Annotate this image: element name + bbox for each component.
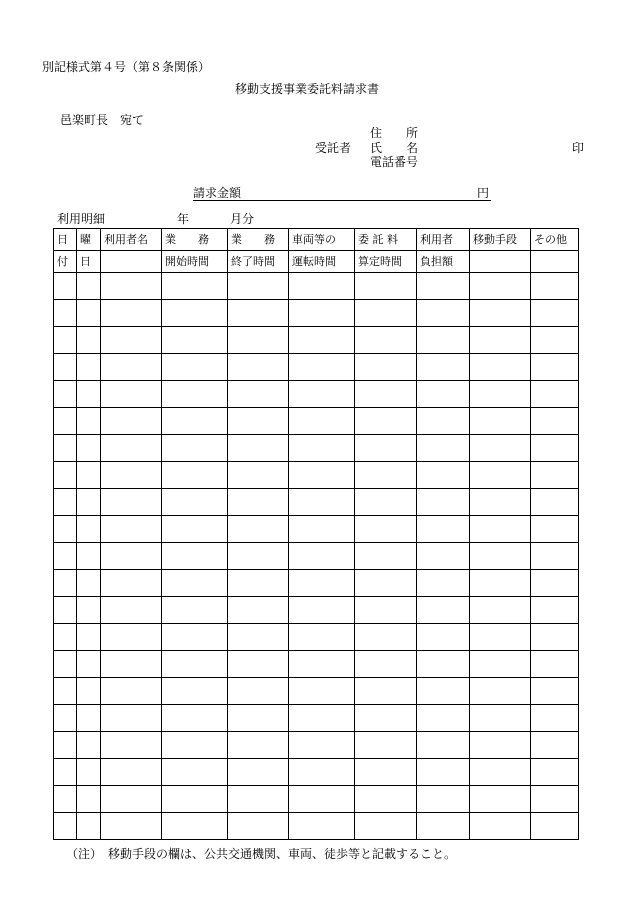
table-cell[interactable]: [417, 327, 470, 354]
table-cell[interactable]: [531, 462, 579, 489]
footnote: （注） 移動手段の欄は、公共交通機関、車両、徒歩等と記載すること。: [66, 847, 457, 861]
table-cell[interactable]: [531, 543, 579, 570]
table-cell[interactable]: [228, 273, 289, 300]
table-cell[interactable]: [77, 543, 101, 570]
table-cell[interactable]: [228, 759, 289, 786]
table-cell[interactable]: [289, 786, 355, 813]
table-cell[interactable]: [101, 570, 162, 597]
table-row: [54, 786, 579, 813]
header-cell: 車両等の: [289, 229, 355, 251]
table-cell[interactable]: [77, 570, 101, 597]
table-cell[interactable]: [54, 435, 77, 462]
table-cell[interactable]: [355, 732, 417, 759]
detail-month: 月分: [230, 212, 255, 226]
table-cell[interactable]: [162, 516, 228, 543]
table-cell[interactable]: [228, 327, 289, 354]
table-cell[interactable]: [531, 435, 579, 462]
header-cell: 終了時間: [228, 251, 289, 273]
table-cell[interactable]: [531, 732, 579, 759]
table-cell[interactable]: [77, 705, 101, 732]
header-cell: 負担額: [417, 251, 470, 273]
table-cell[interactable]: [77, 678, 101, 705]
table-cell[interactable]: [289, 759, 355, 786]
table-cell[interactable]: [228, 381, 289, 408]
table-cell[interactable]: [531, 489, 579, 516]
amount-label: 請求金額: [193, 186, 242, 200]
table-cell[interactable]: [77, 462, 101, 489]
table-row: [54, 813, 579, 840]
table-cell[interactable]: [101, 273, 162, 300]
table-cell[interactable]: [531, 597, 579, 624]
table-row: [54, 732, 579, 759]
table-cell[interactable]: [417, 489, 470, 516]
table-cell[interactable]: [54, 678, 77, 705]
table-cell[interactable]: [77, 732, 101, 759]
table-cell[interactable]: [162, 786, 228, 813]
table-row: [54, 543, 579, 570]
table-cell[interactable]: [101, 516, 162, 543]
table-cell[interactable]: [77, 408, 101, 435]
table-cell[interactable]: [162, 327, 228, 354]
table-cell[interactable]: [54, 705, 77, 732]
table-cell[interactable]: [77, 273, 101, 300]
table-cell[interactable]: [162, 732, 228, 759]
table-cell[interactable]: [531, 813, 579, 840]
table-cell[interactable]: [162, 597, 228, 624]
table-cell[interactable]: [355, 705, 417, 732]
table-row: [54, 273, 579, 300]
table-cell[interactable]: [470, 678, 531, 705]
table-cell[interactable]: [289, 462, 355, 489]
address-label: 住 所: [370, 126, 419, 140]
table-cell[interactable]: [162, 705, 228, 732]
table-cell[interactable]: [470, 570, 531, 597]
header-cell: 利用者: [417, 229, 470, 251]
table-cell[interactable]: [101, 732, 162, 759]
table-cell[interactable]: [470, 273, 531, 300]
table-cell[interactable]: [355, 381, 417, 408]
table-cell[interactable]: [101, 381, 162, 408]
table-cell[interactable]: [54, 732, 77, 759]
table-row: [54, 597, 579, 624]
table-cell[interactable]: [162, 813, 228, 840]
table-cell[interactable]: [228, 570, 289, 597]
table-cell[interactable]: [77, 759, 101, 786]
form-reference: 別記様式第４号（第８条関係）: [42, 60, 211, 74]
table-cell[interactable]: [162, 435, 228, 462]
table-cell[interactable]: [54, 543, 77, 570]
table-cell[interactable]: [355, 516, 417, 543]
header-cell: 利用者名: [101, 229, 162, 251]
table-cell[interactable]: [289, 354, 355, 381]
table-cell[interactable]: [162, 354, 228, 381]
table-cell[interactable]: [54, 327, 77, 354]
contractor-label: 受託者: [315, 141, 352, 155]
table-cell[interactable]: [54, 651, 77, 678]
table-cell[interactable]: [54, 516, 77, 543]
table-cell[interactable]: [417, 408, 470, 435]
table-cell[interactable]: [470, 300, 531, 327]
table-cell[interactable]: [355, 300, 417, 327]
table-cell[interactable]: [162, 273, 228, 300]
table-cell[interactable]: [101, 759, 162, 786]
table-cell[interactable]: [101, 813, 162, 840]
table-cell[interactable]: [531, 570, 579, 597]
table-cell[interactable]: [355, 597, 417, 624]
table-cell[interactable]: [228, 354, 289, 381]
table-cell[interactable]: [77, 354, 101, 381]
table-row: [54, 327, 579, 354]
table-row: [54, 354, 579, 381]
table-cell[interactable]: [101, 786, 162, 813]
table-cell[interactable]: [54, 759, 77, 786]
table-cell[interactable]: [77, 597, 101, 624]
table-cell[interactable]: [355, 624, 417, 651]
table-cell[interactable]: [355, 273, 417, 300]
header-cell: 運転時間: [289, 251, 355, 273]
table-cell[interactable]: [54, 597, 77, 624]
header-cell: 委 託 料: [355, 229, 417, 251]
table-cell[interactable]: [101, 408, 162, 435]
table-cell[interactable]: [417, 705, 470, 732]
table-cell[interactable]: [162, 651, 228, 678]
table-cell[interactable]: [470, 651, 531, 678]
table-cell[interactable]: [289, 732, 355, 759]
table-cell[interactable]: [77, 624, 101, 651]
table-cell[interactable]: [470, 624, 531, 651]
table-cell[interactable]: [470, 543, 531, 570]
table-cell[interactable]: [355, 354, 417, 381]
table-cell[interactable]: [77, 435, 101, 462]
table-cell[interactable]: [289, 435, 355, 462]
table-cell[interactable]: [355, 462, 417, 489]
table-cell[interactable]: [531, 624, 579, 651]
table-cell[interactable]: [289, 408, 355, 435]
header-cell: [470, 251, 531, 273]
table-cell[interactable]: [228, 516, 289, 543]
table-cell[interactable]: [101, 327, 162, 354]
header-cell: 移動手段: [470, 229, 531, 251]
header-cell: その他: [531, 229, 579, 251]
table-cell[interactable]: [289, 300, 355, 327]
table-cell[interactable]: [162, 381, 228, 408]
table-cell[interactable]: [417, 273, 470, 300]
document-title: 移動支援事業委託料請求書: [235, 82, 380, 96]
table-row: [54, 705, 579, 732]
table-cell[interactable]: [531, 516, 579, 543]
table-cell[interactable]: [77, 651, 101, 678]
table-cell[interactable]: [228, 435, 289, 462]
table-cell[interactable]: [162, 300, 228, 327]
table-cell[interactable]: [101, 705, 162, 732]
table-row: [54, 570, 579, 597]
table-cell[interactable]: [417, 732, 470, 759]
table-row: [54, 381, 579, 408]
table-row: [54, 435, 579, 462]
table-cell[interactable]: [470, 597, 531, 624]
table-cell[interactable]: [355, 678, 417, 705]
table-cell[interactable]: [531, 327, 579, 354]
name-label: 氏 名: [370, 141, 419, 155]
header-cell: 算定時間: [355, 251, 417, 273]
table-cell[interactable]: [289, 327, 355, 354]
table-cell[interactable]: [77, 489, 101, 516]
table-cell[interactable]: [355, 570, 417, 597]
table-cell[interactable]: [531, 300, 579, 327]
table-row: [54, 408, 579, 435]
table-cell[interactable]: [470, 489, 531, 516]
table-cell[interactable]: [54, 408, 77, 435]
table-row: [54, 759, 579, 786]
table-cell[interactable]: [77, 300, 101, 327]
table-row: [54, 624, 579, 651]
table-cell[interactable]: [531, 786, 579, 813]
table-cell[interactable]: [162, 489, 228, 516]
table-cell[interactable]: [101, 678, 162, 705]
table-cell[interactable]: [54, 570, 77, 597]
table-cell[interactable]: [470, 786, 531, 813]
table-cell[interactable]: [417, 786, 470, 813]
table-cell[interactable]: [417, 651, 470, 678]
table-cell[interactable]: [228, 543, 289, 570]
table-row: [54, 516, 579, 543]
table-cell[interactable]: [531, 651, 579, 678]
phone-label: 電話番号: [370, 155, 419, 169]
table-cell[interactable]: [470, 516, 531, 543]
table-cell[interactable]: [228, 624, 289, 651]
addressee: 邑楽町長 宛て: [60, 113, 145, 127]
table-cell[interactable]: [228, 705, 289, 732]
header-cell: [531, 251, 579, 273]
table-cell[interactable]: [417, 624, 470, 651]
table-cell[interactable]: [470, 327, 531, 354]
table-cell[interactable]: [54, 813, 77, 840]
table-cell[interactable]: [228, 597, 289, 624]
table-cell[interactable]: [470, 462, 531, 489]
table-cell[interactable]: [417, 678, 470, 705]
table-cell[interactable]: [228, 462, 289, 489]
table-cell[interactable]: [470, 408, 531, 435]
table-cell[interactable]: [417, 570, 470, 597]
table-row: [54, 678, 579, 705]
table-cell[interactable]: [162, 759, 228, 786]
table-cell[interactable]: [417, 759, 470, 786]
table-cell[interactable]: [417, 300, 470, 327]
table-cell[interactable]: [228, 786, 289, 813]
table-cell[interactable]: [289, 624, 355, 651]
table-cell[interactable]: [228, 813, 289, 840]
table-cell[interactable]: [77, 786, 101, 813]
table-cell[interactable]: [470, 759, 531, 786]
table-cell[interactable]: [228, 300, 289, 327]
table-cell[interactable]: [417, 435, 470, 462]
header-cell: [101, 251, 162, 273]
table-cell[interactable]: [101, 300, 162, 327]
table-cell[interactable]: [355, 327, 417, 354]
table-row: [54, 462, 579, 489]
table-cell[interactable]: [289, 651, 355, 678]
header-cell: 開始時間: [162, 251, 228, 273]
table-cell[interactable]: [54, 786, 77, 813]
table-cell[interactable]: [54, 624, 77, 651]
table-cell[interactable]: [289, 273, 355, 300]
table-cell[interactable]: [417, 516, 470, 543]
table-cell[interactable]: [101, 489, 162, 516]
table-cell[interactable]: [470, 435, 531, 462]
amount-unit: 円: [477, 186, 490, 200]
table-cell[interactable]: [101, 651, 162, 678]
table-cell[interactable]: [470, 381, 531, 408]
usage-table: [53, 228, 579, 840]
table-cell[interactable]: [162, 408, 228, 435]
table-cell[interactable]: [355, 813, 417, 840]
table-cell[interactable]: [531, 705, 579, 732]
table-cell[interactable]: [162, 624, 228, 651]
table-cell[interactable]: [417, 354, 470, 381]
table-cell[interactable]: [417, 543, 470, 570]
header-cell: 曜: [77, 229, 101, 251]
table-cell[interactable]: [289, 381, 355, 408]
table-cell[interactable]: [531, 381, 579, 408]
table-cell[interactable]: [54, 354, 77, 381]
table-cell[interactable]: [101, 354, 162, 381]
table-cell[interactable]: [289, 543, 355, 570]
table-cell[interactable]: [101, 462, 162, 489]
table-cell[interactable]: [54, 381, 77, 408]
table-cell[interactable]: [289, 489, 355, 516]
table-cell[interactable]: [162, 570, 228, 597]
table-cell[interactable]: [289, 570, 355, 597]
table-cell[interactable]: [355, 435, 417, 462]
table-cell[interactable]: [228, 678, 289, 705]
table-cell[interactable]: [54, 273, 77, 300]
table-cell[interactable]: [289, 516, 355, 543]
header-row-2: [54, 251, 579, 273]
table-row: [54, 300, 579, 327]
table-cell[interactable]: [228, 732, 289, 759]
table-cell[interactable]: [162, 462, 228, 489]
table-cell[interactable]: [77, 516, 101, 543]
table-cell[interactable]: [228, 489, 289, 516]
table-cell[interactable]: [417, 462, 470, 489]
table-cell[interactable]: [101, 624, 162, 651]
table-cell[interactable]: [470, 705, 531, 732]
table-cell[interactable]: [417, 381, 470, 408]
table-cell[interactable]: [162, 543, 228, 570]
table-cell[interactable]: [355, 489, 417, 516]
table-cell[interactable]: [54, 489, 77, 516]
table-row: [54, 651, 579, 678]
header-cell: 業 務: [162, 229, 228, 251]
table-cell[interactable]: [531, 273, 579, 300]
table-cell[interactable]: [77, 381, 101, 408]
table-cell[interactable]: [355, 543, 417, 570]
table-cell[interactable]: [470, 732, 531, 759]
detail-label: 利用明細: [57, 212, 106, 226]
table-row: [54, 489, 579, 516]
table-cell[interactable]: [101, 435, 162, 462]
table-cell[interactable]: [289, 678, 355, 705]
detail-year: 年: [177, 212, 190, 226]
amount-underline: [193, 200, 491, 201]
table-cell[interactable]: [417, 597, 470, 624]
table-cell[interactable]: [77, 813, 101, 840]
table-cell[interactable]: [531, 759, 579, 786]
table-cell[interactable]: [228, 408, 289, 435]
header-cell: 付: [54, 251, 77, 273]
table-cell[interactable]: [101, 597, 162, 624]
header-cell: 業 務: [228, 229, 289, 251]
table-cell[interactable]: [54, 300, 77, 327]
table-cell[interactable]: [101, 543, 162, 570]
table-cell[interactable]: [531, 354, 579, 381]
table-cell[interactable]: [470, 354, 531, 381]
table-cell[interactable]: [289, 705, 355, 732]
table-cell[interactable]: [470, 813, 531, 840]
table-cell[interactable]: [54, 462, 77, 489]
table-cell[interactable]: [289, 813, 355, 840]
table-cell[interactable]: [417, 813, 470, 840]
table-cell[interactable]: [162, 678, 228, 705]
header-cell: 日: [77, 251, 101, 273]
table-cell[interactable]: [531, 678, 579, 705]
table-cell[interactable]: [355, 786, 417, 813]
seal-mark: 印: [572, 141, 585, 155]
table-cell[interactable]: [355, 408, 417, 435]
table-cell[interactable]: [355, 759, 417, 786]
table-cell[interactable]: [355, 651, 417, 678]
table-cell[interactable]: [77, 327, 101, 354]
header-cell: 日: [54, 229, 77, 251]
table-cell[interactable]: [531, 408, 579, 435]
table-cell[interactable]: [228, 651, 289, 678]
header-row-1: [54, 229, 579, 251]
table-cell[interactable]: [289, 597, 355, 624]
